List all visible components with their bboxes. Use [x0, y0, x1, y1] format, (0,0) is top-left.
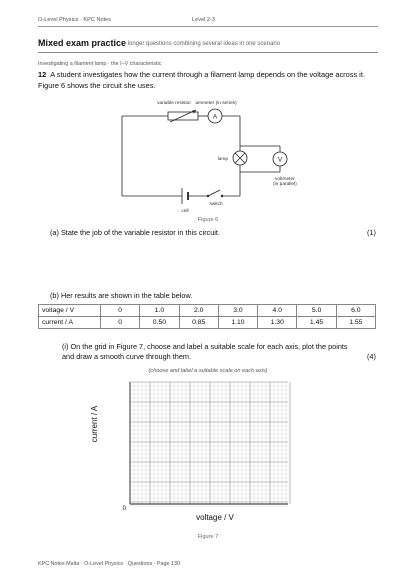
table-cell: 2.0 — [179, 305, 218, 317]
table-cell: 1.0 — [140, 305, 179, 317]
topic-line: Investigating a filament lamp · the I–V characteristic — [38, 61, 162, 67]
table-cell: 4.0 — [258, 305, 297, 317]
graph-x-axis-label: voltage / V — [196, 513, 234, 522]
switch-label: switch — [209, 202, 223, 207]
ammeter-label: ammeter (in series) — [195, 101, 237, 106]
question-number: 12 — [38, 70, 47, 79]
variable-resistor-label: variable resistor — [157, 101, 191, 106]
ammeter-letter: A — [212, 113, 218, 121]
header-level: Level 2-3 — [192, 17, 216, 23]
part-b-text: (b) Her results are shown in the table below. — [50, 291, 193, 300]
table-cell: 0 — [101, 305, 140, 317]
table-cell: 1.30 — [258, 317, 297, 329]
graph-hint: (choose and label a suitable scale on each axis) — [148, 368, 268, 374]
graph-y-axis-label: current / A — [90, 405, 99, 443]
voltmeter-label-parallel: (in parallel) — [273, 182, 297, 187]
part-a-question: (a) State the job of the variable resistor in this circuit. — [50, 228, 220, 237]
table-cell: 1.45 — [297, 317, 336, 329]
question-text: A student investigates how the current through a filament lamp depends on the voltage across it. Figure 6 shows the circuit she uses. — [38, 70, 365, 90]
section-title: Mixed exam practice — [38, 38, 127, 48]
table-cell: 5.0 — [297, 305, 336, 317]
voltmeter-letter: V — [277, 156, 283, 164]
page-footer: KPC Notes Malta · O-Level Physics · Questions · Page 130 — [38, 561, 181, 567]
table-cell: 1.10 — [218, 317, 257, 329]
header-left: O-Level Physics · KPC Notes — [38, 17, 112, 23]
row-label-current: current / A — [39, 317, 101, 329]
table-cell: 3.0 — [218, 305, 257, 317]
table-cell: 0.50 — [140, 317, 179, 329]
section-subtitle: · longer questions combining several ideas in one scenario — [124, 41, 281, 47]
lamp-label: lamp — [217, 157, 228, 162]
table-cell: 1.55 — [336, 317, 375, 329]
part-a-marks: (1) — [367, 228, 376, 237]
figure-6-caption: Figure 6 — [197, 217, 219, 223]
table-cell: 6.0 — [336, 305, 375, 317]
figure-7-caption: Figure 7 — [197, 534, 219, 540]
voltmeter-label: voltmeter — [275, 177, 295, 182]
graph-origin-label: 0 — [122, 506, 126, 512]
part-b-i-marks: (4) — [367, 352, 376, 361]
table-cell: 0 — [101, 317, 140, 329]
part-b-i-question: (i) On the grid in Figure 7, choose and label a suitable scale for each axis, plot the points and draw a smooth curve through them. — [62, 342, 348, 361]
row-label-voltage: voltage / V — [39, 305, 101, 317]
cell-label: cell — [181, 209, 189, 214]
table-cell: 0.85 — [179, 317, 218, 329]
